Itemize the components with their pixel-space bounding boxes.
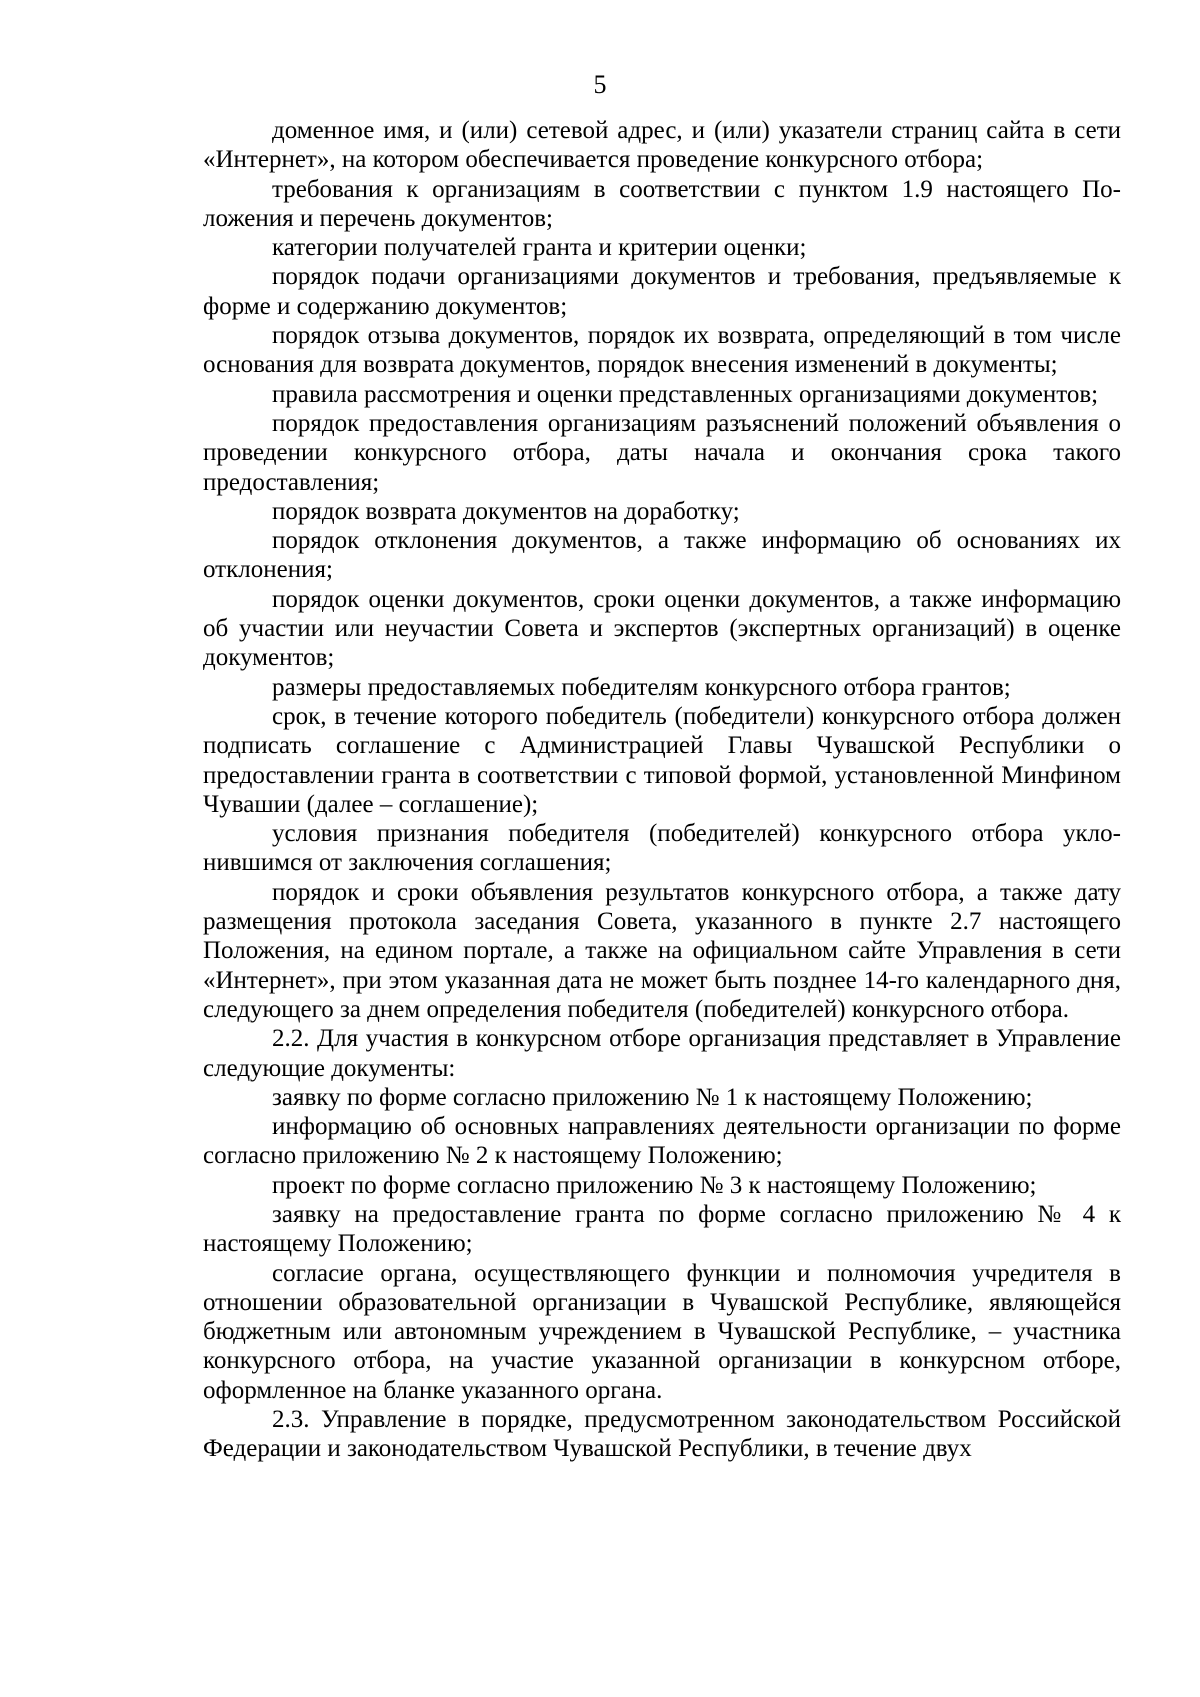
paragraph: срок, в течение которого победитель (победители) конкурсного отбора должен подписать соглашение с Администрацией Главы Чувашской Республики о предоставлении гранта в соответствии с типовой формой, установленной Минфином Чувашии (далее – соглашение); (203, 702, 1121, 818)
paragraph: информацию об основных направлениях деятельности организации по форме согласно приложению № 2 к настоящему Положению; (203, 1113, 1121, 1170)
paragraph: доменное имя, и (или) сетевой адрес, и (или) указатели страниц сайта в сети «Интернет», на котором обеспечивается проведение конкурсного отбора; (203, 117, 1121, 174)
paragraph: порядок подачи организациями документов и требования, предъявляемые к форме и содержанию документов; (203, 263, 1121, 320)
paragraph: категории получателей гранта и критерии оценки; (272, 234, 807, 262)
document-body (203, 116, 1121, 1464)
page-number: 5 (593, 70, 607, 99)
paragraph: требования к организациям в соответствии с пунктом 1.9 настоящего Положения и перечень документов; (203, 175, 1121, 232)
paragraph: порядок отклонения документов, а также информацию об основаниях их отклонения; (203, 527, 1121, 584)
paragraph: заявку на предоставление гранта по форме согласно приложению № 4 к настоящему Положению; (203, 1200, 1121, 1258)
paragraph: 2.2. Для участия в конкурсном отборе организация представляет в Управление следующие документы: (203, 1025, 1121, 1082)
paragraph: 2.3. Управление в порядке, предусмотренном законодательством Российской Федерации и законодательством Чувашской Республики, в течение двух (203, 1406, 1121, 1463)
paragraph: порядок оценки документов, сроки оценки документов, а также информацию об участии или неучастии Совета и экспертов (экспертных организаций) в оценке документов; (203, 585, 1121, 672)
paragraph: размеры предоставляемых победителям конкурсного отбора грантов; (272, 673, 1011, 701)
paragraph: правила рассмотрения и оценки представленных организациями документов; (272, 380, 1099, 408)
paragraph: порядок отзыва документов, порядок их возврата, определяющий в том числе основания для возврата документов, порядок внесения изменений в документы; (203, 322, 1121, 379)
paragraph: порядок и сроки объявления результатов конкурсного отбора, а также дату размещения протокола заседания Совета, указанного в пункте 2.7 настоящего Положения, на едином портале, а также на официальном сайте Управления в сети «Интернет», при этом указанная дата не может быть позднее 14-го календарного дня, следующего за днем определения победителя (победителей) конкурсного отбора. (203, 878, 1121, 1023)
paragraph: порядок предоставления организациям разъяснений положений объявления о проведении конкурсного отбора, даты начала и окончания срока такого предоставления; (203, 409, 1121, 496)
paragraph: условия признания победителя (победителей) конкурсного отбора уклонившимся от заключения соглашения; (203, 820, 1121, 877)
paragraph: заявку по форме согласно приложению № 1 к настоящему Положению; (272, 1083, 1033, 1111)
paragraph: согласие органа, осуществляющего функции и полномочия учредителя в отношении образовательной организации в Чувашской Республике, являющейся бюджетным или автономным учреждением в Чувашской Республике, – участника конкурсного отбора, на участие указанной организации в конкурсном отборе, оформленное на бланке указанного органа. (203, 1259, 1121, 1404)
paragraph: проект по форме согласно приложению № 3 к настоящему Положению; (272, 1171, 1037, 1199)
paragraph: порядок возврата документов на доработку; (272, 497, 740, 525)
